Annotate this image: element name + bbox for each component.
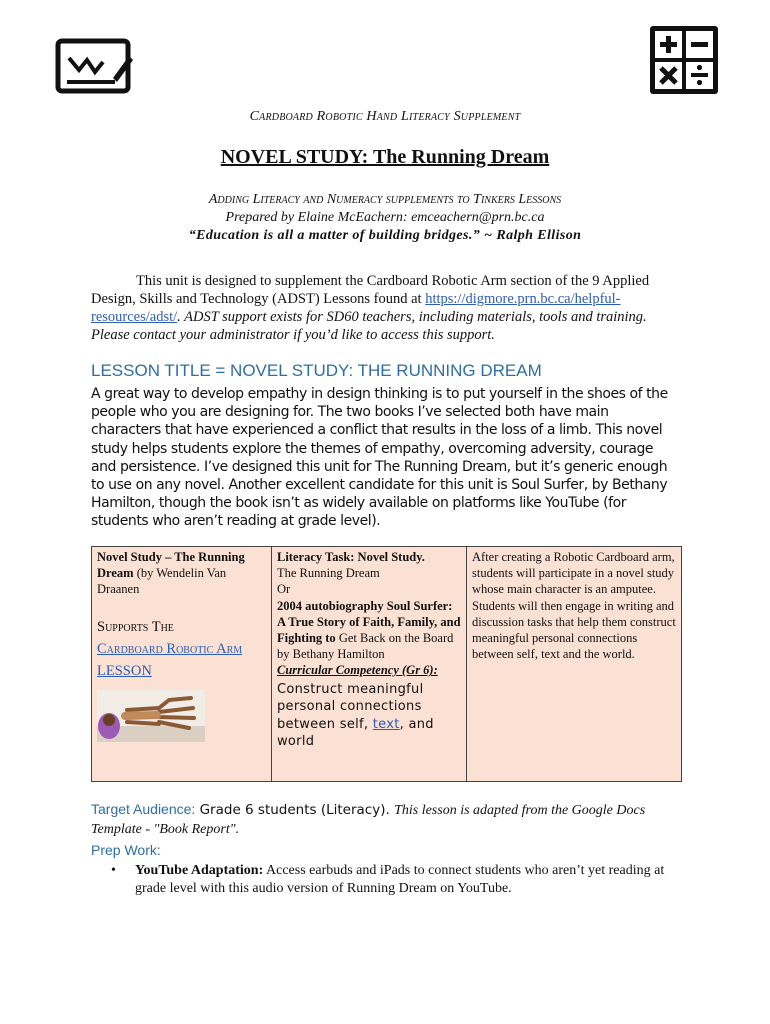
curricular-competency-label: Curricular Competency (Gr 6): — [277, 663, 438, 678]
page-title: NOVEL STUDY: The Running Dream — [220, 146, 550, 168]
soul-surfer-rest: Get Back on the Board by Bethany Hamilton — [277, 631, 454, 662]
calculator-icon — [648, 24, 720, 96]
intro-italic: . ADST support exists for SD60 teachers, including materials, tools and training. Please contact your administrator if you’d like to access this support. — [91, 309, 647, 343]
supplement-title: Cardboard Robotic Hand Literacy Supplement — [249, 109, 521, 124]
table-cell-novel — [92, 547, 272, 781]
novel-author: (by Wendelin Van Draanen — [97, 566, 227, 597]
robotic-arm-lesson-link[interactable]: Cardboard Robotic Arm LESSON — [97, 640, 243, 679]
youtube-adaptation-label: YouTube Adaptation: — [135, 863, 264, 878]
novel-study-heading: Novel Study – The Running Dream — [97, 550, 245, 581]
quote: “Education is all a matter of building bridges.” ~ Ralph Ellison — [188, 228, 582, 243]
target-audience-text: Grade 6 students (Literacy). — [195, 802, 395, 818]
robotic-hand-image — [97, 690, 205, 742]
subtitle: Adding Literacy and Numeracy supplements to Tinkers Lessons — [208, 192, 562, 207]
text-link[interactable]: text — [372, 716, 400, 732]
book-running-dream: The Running Dream — [277, 566, 380, 581]
lesson-body: A great way to develop empathy in design thinking is to put yourself in the shoes of the people who you are designing for. The two books I’ve selected both have main characters that have experienced a conflict that results in the loss of a limb. This novel study helps students explore the themes of empathy, overcoming adversity, courage and persistence. I’ve designed this unit for The Running Dream, but it’s generic enough to use on any novel. Another excellent candidate for this unit is Soul Surfer, by Bethany Hamilton, though the book isn’t as widely available on platforms like YouTube (for students who aren’t reading at grade level). — [91, 386, 668, 530]
table-cell-literacy — [272, 547, 467, 781]
intro-paragraph — [91, 272, 681, 344]
competency-text: Construct meaningful personal connections between self, text, and world — [277, 681, 434, 750]
prep-work-label: Prep Work: — [91, 842, 161, 858]
prepared-by: Prepared by Elaine McEachern: emceachern@prn.bc.ca — [225, 210, 545, 225]
bullet-icon: • — [111, 863, 116, 878]
literacy-task-heading: Literacy Task: Novel Study. — [277, 550, 425, 564]
task-description: After creating a Robotic Cardboard arm, students will participate in a novel study whose main character is an amputee. Students will then engage in writing and discussion tasks that help them construct meaningful personal connections between self, text and the world. — [472, 550, 676, 662]
adst-link[interactable]: https://digmore.prn.bc.ca/helpful-resources/adst/ — [91, 291, 621, 325]
target-audience-note: This lesson is adapted from the Google Docs Template - "Book Report". — [91, 803, 646, 837]
youtube-adaptation-text: Access earbuds and iPads to connect students who aren’t yet reading at grade level with this audio version of Running Dream on YouTube. — [135, 863, 665, 896]
target-audience — [91, 800, 681, 839]
target-audience-label: Target Audience: — [91, 801, 196, 817]
supports-label: Supports The — [97, 618, 174, 635]
or-label: Or — [277, 582, 291, 597]
table-cell-description — [467, 547, 681, 781]
whiteboard-pen-icon — [55, 38, 133, 94]
list-item — [135, 862, 675, 898]
lesson-title: LESSON TITLE = NOVEL STUDY: THE RUNNING DREAM — [91, 361, 542, 380]
intro-text: This unit is designed to supplement the Cardboard Robotic Arm section of the 9 Applied Design, Skills and Technology (ADST) Lessons found at — [91, 273, 650, 307]
lesson-table — [91, 546, 682, 782]
soul-surfer-title: 2004 autobiography Soul Surfer: A True Story of Faith, Family, and Fighting to — [277, 598, 461, 646]
